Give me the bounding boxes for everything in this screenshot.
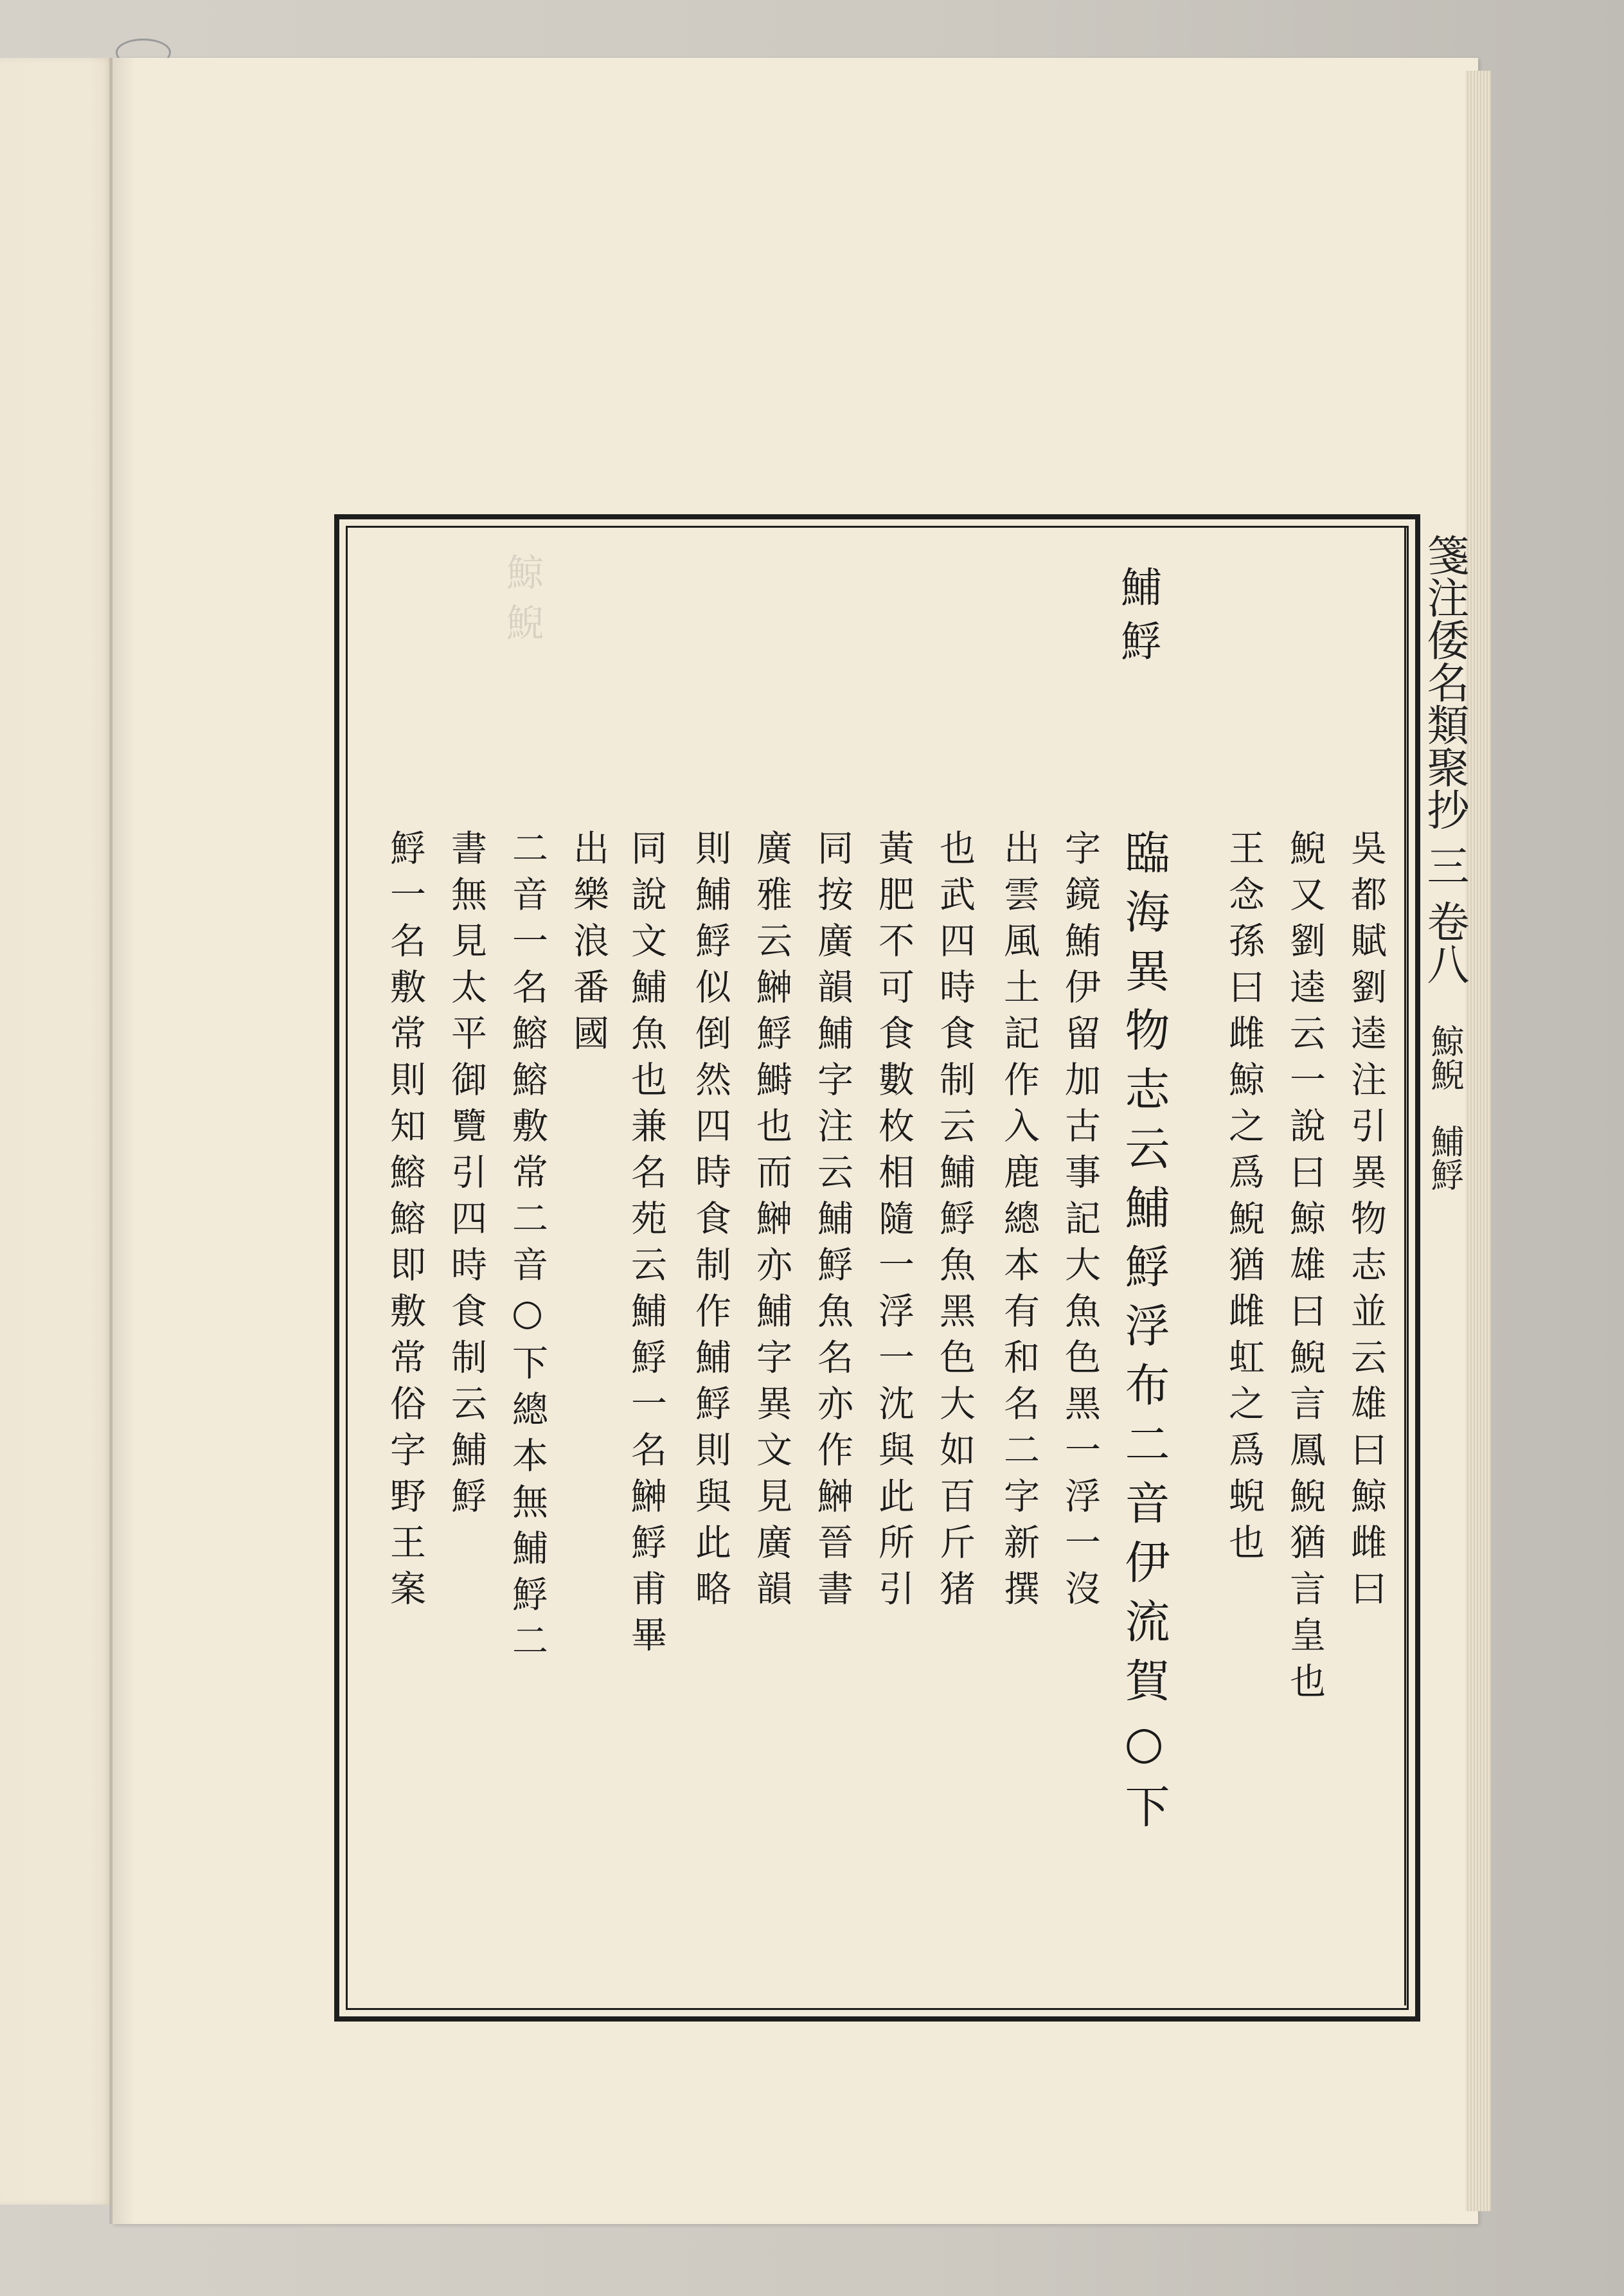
book-gutter-shadow: [109, 58, 135, 2224]
text-column: 同按廣韻鯆字注云鯆䱐魚名亦作鰰晉書: [812, 829, 853, 1616]
entry-heading: 鯆䱐: [1114, 566, 1161, 674]
text-column: 臨海異物志云鯆䱐浮布二音伊流賀○下: [1118, 829, 1170, 1842]
text-column: 吳都賦劉逵注引異物志並云雄曰鯨雌曰: [1345, 829, 1387, 1616]
show-through-text: 鯨鯢: [500, 553, 544, 653]
text-column: 廣雅云鰰䱐鰣也而鰰亦鯆字異文見廣韻: [751, 829, 792, 1616]
text-column: 鯢又劉逵云一說曰鯨雄曰鯢言鳳鯢猶言皇也: [1284, 829, 1326, 1709]
book-title: 箋注倭名類聚抄: [1420, 534, 1469, 830]
text-column: 出雲風土記作入鹿總本有和名二字新撰: [998, 829, 1040, 1616]
text-column: 王念孫曰雌鯨之爲鯢猶雌虹之爲蜺也: [1223, 829, 1265, 1570]
left-page: [0, 58, 112, 2205]
page-margin-column: [1414, 534, 1475, 1999]
margin-column-rule: [1404, 527, 1406, 2005]
text-column: 則鯆䱐似倒然四時食制作鯆䱐則與此略: [690, 829, 731, 1616]
text-column: 同說文鯆魚也兼名苑云鯆䱐一名鰰䱐甫畢: [625, 829, 667, 1662]
page-number: 三: [1420, 843, 1469, 886]
text-column: 䱐一名敷常則知鰫鰫即敷常俗字野王案: [384, 829, 426, 1616]
text-column: 二音一名鰫鰫敷常二音○下總本無鯆䱐二: [506, 829, 548, 1668]
volume-label: 卷八: [1420, 899, 1469, 985]
text-column: 也武四時食制云鯆䱐魚黑色大如百斤猪: [934, 829, 976, 1616]
text-column: 黃肥不可食數枚相隨一浮一沈與此所引: [873, 829, 915, 1616]
text-column: 字鏡鮪伊留加古事記大魚色黑一浮一沒: [1059, 829, 1101, 1616]
text-column: 書無見太平御覽引四時食制云鯆䱐: [445, 829, 487, 1523]
section-label: 鯨鯢 鯆䱐: [1425, 1023, 1463, 1191]
text-column: 出樂浪番國: [567, 829, 609, 1061]
